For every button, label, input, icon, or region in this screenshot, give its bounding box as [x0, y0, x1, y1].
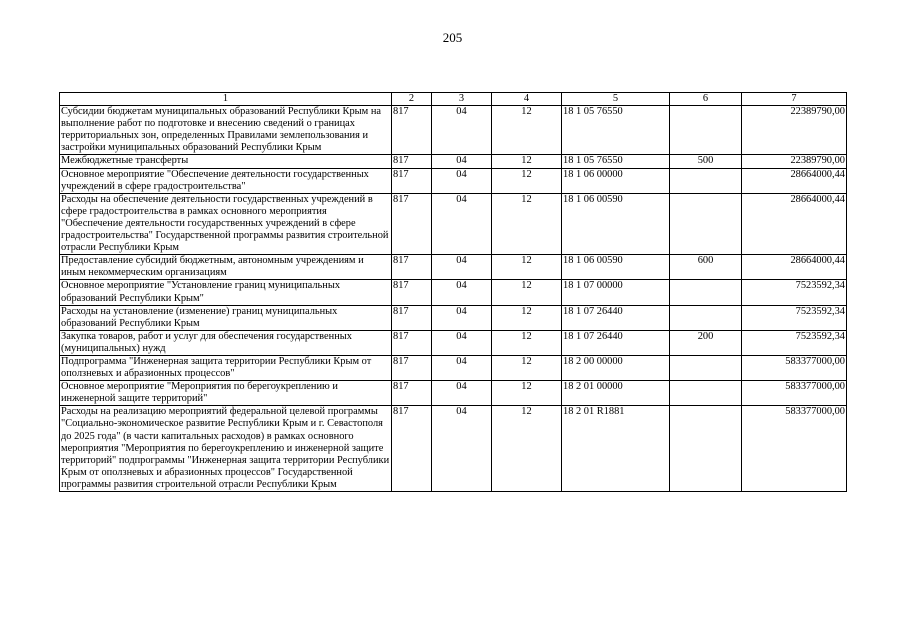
column-header: 1 [60, 93, 392, 106]
subsection-code-cell: 12 [492, 255, 562, 280]
ministry-code-cell: 817 [392, 168, 432, 193]
item-name-cell: Закупка товаров, работ и услуг для обеспечения государственных (муниципальных) нужд [60, 330, 392, 355]
column-header: 5 [562, 93, 670, 106]
ministry-code-cell: 817 [392, 355, 432, 380]
table-row [60, 381, 847, 406]
section-code-cell: 04 [432, 155, 492, 168]
ministry-code-cell: 817 [392, 280, 432, 305]
item-name-cell: Межбюджетные трансферты [60, 155, 392, 168]
section-code-cell: 04 [432, 406, 492, 492]
target-code-cell: 18 2 01 00000 [562, 381, 670, 406]
ministry-code-cell: 817 [392, 406, 432, 492]
target-code-cell: 18 1 05 76550 [562, 106, 670, 155]
target-code-cell: 18 2 00 00000 [562, 355, 670, 380]
target-code-cell: 18 2 01 R1881 [562, 406, 670, 492]
amount-cell: 22389790,00 [742, 106, 847, 155]
target-code-cell: 18 1 06 00000 [562, 168, 670, 193]
target-code-cell: 18 1 07 26440 [562, 330, 670, 355]
target-code-cell: 18 1 07 26440 [562, 305, 670, 330]
subsection-code-cell: 12 [492, 155, 562, 168]
target-code-cell: 18 1 05 76550 [562, 155, 670, 168]
section-code-cell: 04 [432, 355, 492, 380]
subsection-code-cell: 12 [492, 168, 562, 193]
section-code-cell: 04 [432, 381, 492, 406]
column-header: 2 [392, 93, 432, 106]
expense-type-cell [670, 406, 742, 492]
subsection-code-cell: 12 [492, 193, 562, 254]
column-header: 4 [492, 93, 562, 106]
table-row [60, 406, 847, 492]
item-name-cell: Основное мероприятие "Обеспечение деятельности государственных учреждений в сфере градостроительства" [60, 168, 392, 193]
ministry-code-cell: 817 [392, 255, 432, 280]
item-name-cell: Субсидии бюджетам муниципальных образований Республики Крым на выполнение работ по подготовке и внесению сведений о границах территориальных зон, определенных Правилами землепользования и застройки муниципальных образований Республики Крым [60, 106, 392, 155]
expense-type-cell [670, 305, 742, 330]
target-code-cell: 18 1 07 00000 [562, 280, 670, 305]
expense-type-cell [670, 381, 742, 406]
section-code-cell: 04 [432, 106, 492, 155]
amount-cell: 583377000,00 [742, 406, 847, 492]
subsection-code-cell: 12 [492, 381, 562, 406]
item-name-cell: Основное мероприятие "Мероприятия по берегоукреплению и инженерной защите территорий" [60, 381, 392, 406]
column-header: 6 [670, 93, 742, 106]
table-row [60, 305, 847, 330]
table-row [60, 280, 847, 305]
expense-type-cell [670, 355, 742, 380]
table-row [60, 106, 847, 155]
section-code-cell: 04 [432, 255, 492, 280]
expense-type-cell [670, 193, 742, 254]
budget-table [59, 92, 847, 492]
ministry-code-cell: 817 [392, 381, 432, 406]
amount-cell: 28664000,44 [742, 193, 847, 254]
subsection-code-cell: 12 [492, 305, 562, 330]
item-name-cell: Основное мероприятие "Установление границ муниципальных образований Республики Крым" [60, 280, 392, 305]
subsection-code-cell: 12 [492, 406, 562, 492]
table-row [60, 193, 847, 254]
subsection-code-cell: 12 [492, 355, 562, 380]
item-name-cell: Расходы на установление (изменение) границ муниципальных образований Республики Крым [60, 305, 392, 330]
expense-type-cell [670, 168, 742, 193]
page-number: 205 [442, 30, 463, 45]
expense-type-cell: 500 [670, 155, 742, 168]
subsection-code-cell: 12 [492, 280, 562, 305]
section-code-cell: 04 [432, 330, 492, 355]
amount-cell: 7523592,34 [742, 330, 847, 355]
table-header-row [60, 93, 847, 106]
ministry-code-cell: 817 [392, 305, 432, 330]
section-code-cell: 04 [432, 193, 492, 254]
column-header: 3 [432, 93, 492, 106]
subsection-code-cell: 12 [492, 330, 562, 355]
amount-cell: 28664000,44 [742, 168, 847, 193]
target-code-cell: 18 1 06 00590 [562, 255, 670, 280]
ministry-code-cell: 817 [392, 106, 432, 155]
amount-cell: 7523592,34 [742, 305, 847, 330]
expense-type-cell [670, 106, 742, 155]
table-row [60, 330, 847, 355]
expense-type-cell [670, 280, 742, 305]
section-code-cell: 04 [432, 305, 492, 330]
amount-cell: 7523592,34 [742, 280, 847, 305]
amount-cell: 583377000,00 [742, 381, 847, 406]
table-row [60, 355, 847, 380]
table-row [60, 155, 847, 168]
item-name-cell: Подпрограмма "Инженерная защита территории Республики Крым от оползневых и абразионных процессов" [60, 355, 392, 380]
amount-cell: 28664000,44 [742, 255, 847, 280]
column-header: 7 [742, 93, 847, 106]
subsection-code-cell: 12 [492, 106, 562, 155]
section-code-cell: 04 [432, 280, 492, 305]
ministry-code-cell: 817 [392, 155, 432, 168]
expense-type-cell: 600 [670, 255, 742, 280]
section-code-cell: 04 [432, 168, 492, 193]
amount-cell: 583377000,00 [742, 355, 847, 380]
item-name-cell: Расходы на обеспечение деятельности государственных учреждений в сфере градостроительства в рамках основного мероприятия "Обеспечение деятельности государственных учреждений в сфере градостроительства" Государственной программы развития строительной отрасли Республики Крым [60, 193, 392, 254]
expense-type-cell: 200 [670, 330, 742, 355]
table-row [60, 255, 847, 280]
amount-cell: 22389790,00 [742, 155, 847, 168]
target-code-cell: 18 1 06 00590 [562, 193, 670, 254]
table-row [60, 168, 847, 193]
ministry-code-cell: 817 [392, 330, 432, 355]
ministry-code-cell: 817 [392, 193, 432, 254]
item-name-cell: Предоставление субсидий бюджетным, автономным учреждениям и иным некоммерческим организациям [60, 255, 392, 280]
item-name-cell: Расходы на реализацию мероприятий федеральной целевой программы "Социально-экономическое развитие Республики Крым и г. Севастополя до 2025 года" (в части капитальных расходов) в рамках основного мероприятия "Мероприятия по берегоукреплению и инженерной защите территорий" подпрограммы "Инженерная защита территории Республики Крым от оползневых и абразионных процессов" Государственной программы развития строительной отрасли Республики Крым [60, 406, 392, 492]
